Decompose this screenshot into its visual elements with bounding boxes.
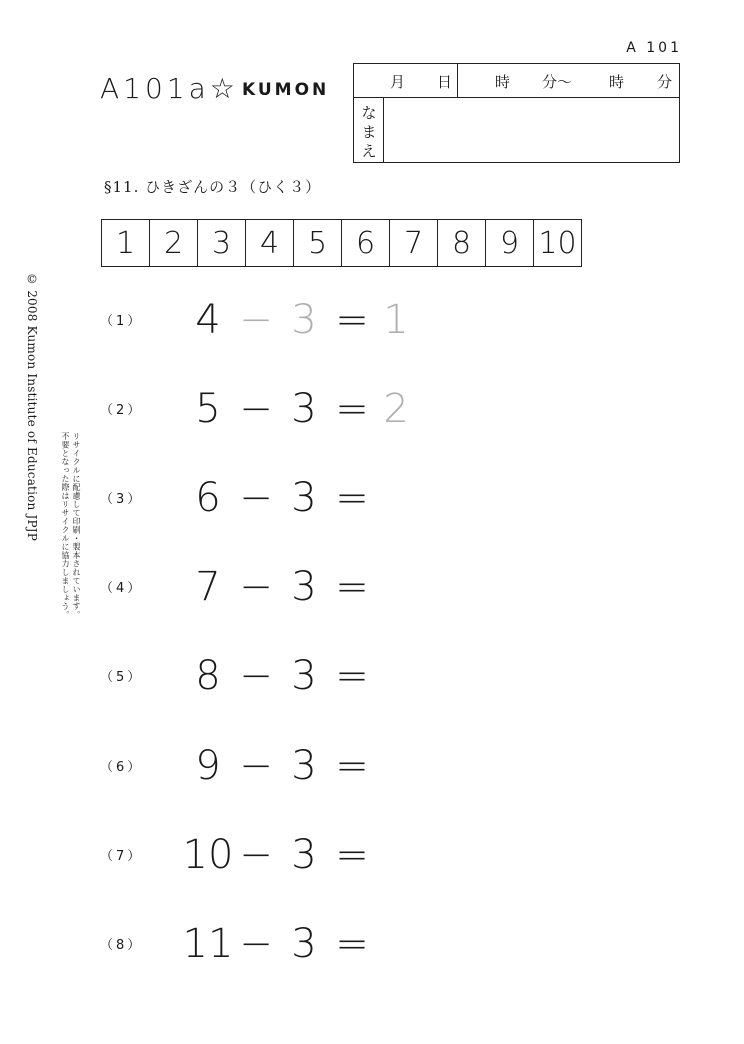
section-title: §11. ひきざんの３（ひく３） [104,178,322,196]
page-code: A 101 [626,40,682,56]
equals-sign: = [335,743,369,789]
minuend: 5 [195,386,221,432]
problem-row [0,563,744,623]
problem-number: （7） [100,849,144,864]
minus-sign: − [239,921,273,967]
subtrahend: 3 [291,475,317,521]
number-cell: 1 [102,220,150,266]
problem-row [0,474,744,534]
minuend: 4 [195,297,221,343]
level-code: A101a☆ [100,72,239,105]
copyright-text: © 2008 Kumon Institute of Education JPJP [25,272,39,542]
minus-sign: − [239,743,273,789]
equals-sign: = [335,475,369,521]
minus-sign: − [239,475,273,521]
problem-row [0,652,744,712]
minuend: 10 [182,832,234,878]
date-time-row [354,64,679,98]
brand-logo: KUMON [242,80,330,100]
name-label-cell [354,98,384,162]
problem-row [0,831,744,891]
minus-sign: − [239,832,273,878]
hour-end-label: 時 [609,73,625,91]
subtrahend: 3 [291,297,317,343]
problem-number: （4） [100,581,144,596]
subtrahend: 3 [291,743,317,789]
name-field[interactable] [385,98,679,162]
number-strip [101,219,582,267]
minuend: 7 [195,564,221,610]
minute-start-label: 分〜 [542,73,573,91]
subtrahend: 3 [291,386,317,432]
recycle-note: リサイクルに配慮して印刷・製本されています。 [72,432,81,619]
problem-row [0,296,744,356]
problem-number: （2） [100,403,144,418]
date-name-box [353,63,680,163]
problem-row [0,385,744,445]
number-cell: 2 [150,220,198,266]
number-cell: 3 [198,220,246,266]
minuend: 9 [195,743,221,789]
minus-sign: − [239,297,273,343]
equals-sign: = [335,564,369,610]
number-cell: 9 [486,220,534,266]
minus-sign: − [239,564,273,610]
minus-sign: − [239,653,273,699]
subtrahend: 3 [291,921,317,967]
problem-number: （3） [100,492,144,507]
minus-sign: − [239,386,273,432]
problem-number: （1） [100,314,144,329]
subtrahend: 3 [291,653,317,699]
problem-row [0,920,744,980]
minuend: 6 [195,475,221,521]
subtrahend: 3 [291,564,317,610]
minuend: 8 [195,653,221,699]
recycle-note: 不要となった際はリサイクルに協力しましょう。 [61,432,70,619]
date-cell [354,64,458,97]
number-cell: 6 [342,220,390,266]
month-label: 月 [390,73,406,91]
minuend: 11 [182,921,234,967]
day-label: 日 [437,73,453,91]
equals-sign: = [335,386,369,432]
equals-sign: = [335,921,369,967]
number-cell: 7 [390,220,438,266]
problem-row [0,742,744,802]
name-label: なまえ [361,104,377,160]
problem-number: （6） [100,760,144,775]
minute-end-label: 分 [657,73,673,91]
problem-number: （5） [100,670,144,685]
equals-sign: = [335,653,369,699]
equals-sign: = [335,832,369,878]
subtrahend: 3 [291,832,317,878]
number-cell: 5 [294,220,342,266]
number-cell: 10 [538,225,577,261]
number-cell: 4 [246,220,294,266]
answer-field[interactable]: 2 [383,386,409,432]
hour-start-label: 時 [495,73,511,91]
equals-sign: = [335,297,369,343]
answer-field[interactable]: 1 [383,297,409,343]
number-cell: 8 [438,220,486,266]
problem-number: （8） [100,938,144,953]
